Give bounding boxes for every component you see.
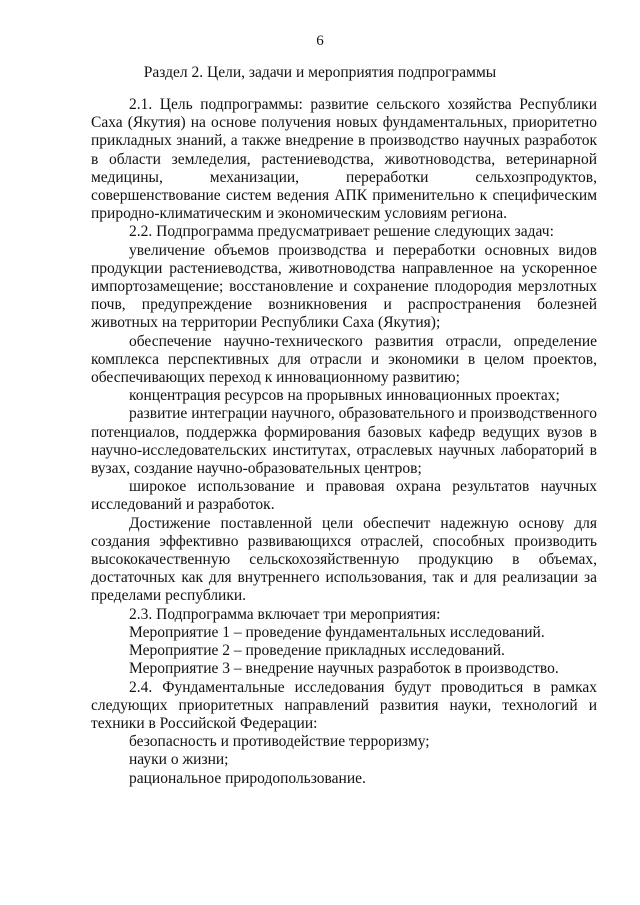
paragraph-task-2: обеспечение научно-технического развития отрасли, определение комплекса перспективных для отрасли и экономики в целом проектов, обеспечивающих переход к инновационному развитию; <box>91 332 597 387</box>
page-number: 6 <box>316 33 324 49</box>
paragraph-direction-2: науки о жизни; <box>129 751 229 769</box>
paragraph-activities-intro: 2.3. Подпрограмма включает три мероприятия: <box>129 605 441 623</box>
paragraph-activity-3: Мероприятие 3 – внедрение научных разработок в производство. <box>129 660 559 678</box>
paragraph-task-5: широкое использование и правовая охрана результатов научных исследований и разработок. <box>91 478 597 514</box>
paragraph-fundamental-research: 2.4. Фундаментальные исследования будут проводиться в рамках следующих приоритетных направлений развития науки, технологий и техники в Российской Федерации: <box>91 678 597 732</box>
paragraph-activity-2: Мероприятие 2 – проведение прикладных исследований. <box>129 642 505 660</box>
section-title: Раздел 2. Цели, задачи и мероприятия подпрограммы <box>143 64 497 81</box>
paragraph-tasks-intro: 2.2. Подпрограмма предусматривает решение следующих задач: <box>129 223 554 241</box>
paragraph-task-3: концентрация ресурсов на прорывных инновационных проектах; <box>129 387 560 405</box>
paragraph-task-4: развитие интеграции научного, образовательного и производственного потенциалов, поддержка формирования базовых кафедр ведущих вузов в научно-исследовательских институтах, отраслевых научных лабораторий в вузах, создание научно-образовательных центров; <box>91 405 597 478</box>
paragraph-direction-3: рациональное природопользование. <box>129 769 366 787</box>
paragraph-achievement: Достижение поставленной цели обеспечит надежную основу для создания эффективно развивающихся отраслей, способных производить высококачественную сельскохозяйственную продукцию в объемах, достаточных как для внутреннего использования, так и для реализации за пределами республики. <box>91 514 597 605</box>
paragraph-direction-1: безопасность и противодействие терроризму; <box>129 733 430 751</box>
paragraph-goal: 2.1. Цель подпрограммы: развитие сельского хозяйства Республики Саха (Якутия) на основе получения новых фундаментальных, приоритетно прикладных знаний, а также внедрение в производство научных разработок в области земледелия, растениеводства, животноводства, ветеринарной медицины, механизации, переработки сельхозпродуктов, совершенствование систем ведения АПК применительно к специфическим природно-климатическим и экономическим условиям региона. <box>91 96 597 223</box>
body-text <box>91 96 597 788</box>
paragraph-activity-1: Мероприятие 1 – проведение фундаментальных исследований. <box>129 623 545 641</box>
paragraph-task-1: увеличение объемов производства и переработки основных видов продукции растениеводства, животноводства направленное на ускоренное импортозамещение; восстановление и сохранение плодородия мерзлотных почв, предупреждение возникновения и распространения болезней животных на территории Республики Саха (Якутия); <box>91 241 597 332</box>
